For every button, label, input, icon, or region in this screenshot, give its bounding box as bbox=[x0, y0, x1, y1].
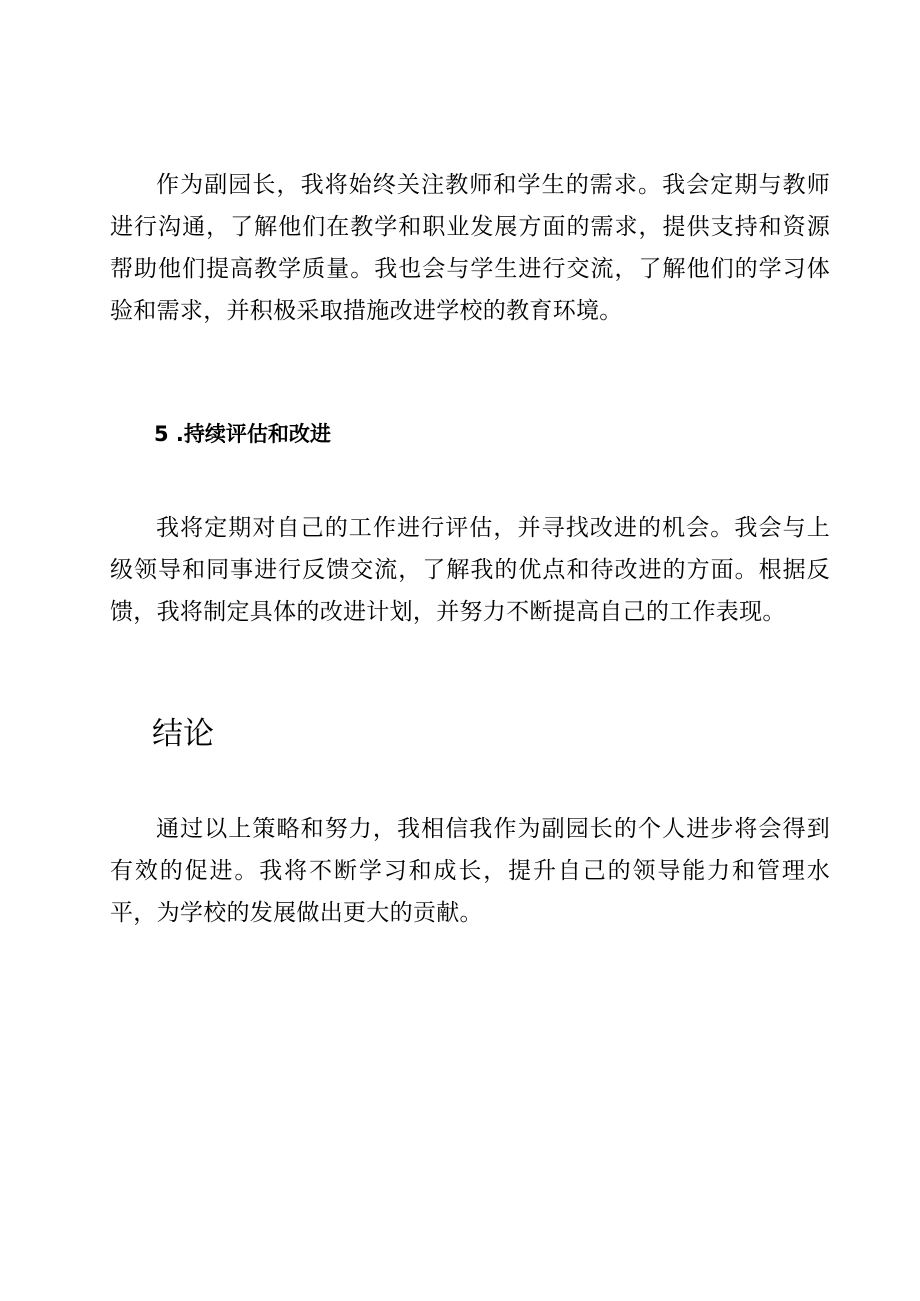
paragraph-needs-focus: 作为副园长，我将始终关注教师和学生的需求。我会定期与教师进行沟通，了解他们在教学和职业发展方面的需求，提供支持和资源帮助他们提高教学质量。我也会与学生进行交流，了解他们的学习体验和需求，并积极采取措施改进学校的教育环境。 bbox=[110, 172, 830, 324]
conclusion-heading: 结论 bbox=[152, 716, 214, 752]
paragraph-conclusion: 通过以上策略和努力，我相信我作为副园长的个人进步将会得到有效的促进。我将不断学习和成长，提升自己的领导能力和管理水平，为学校的发展做出更大的贡献。 bbox=[110, 816, 830, 926]
paragraph-self-evaluation: 我将定期对自己的工作进行评估，并寻找改进的机会。我会与上级领导和同事进行反馈交流，了解我的优点和待改进的方面。根据反馈，我将制定具体的改进计划，并努力不断提高自己的工作表现。 bbox=[110, 515, 830, 625]
section-heading-continuous-evaluation: 5 .持续评估和改进 bbox=[154, 422, 331, 446]
